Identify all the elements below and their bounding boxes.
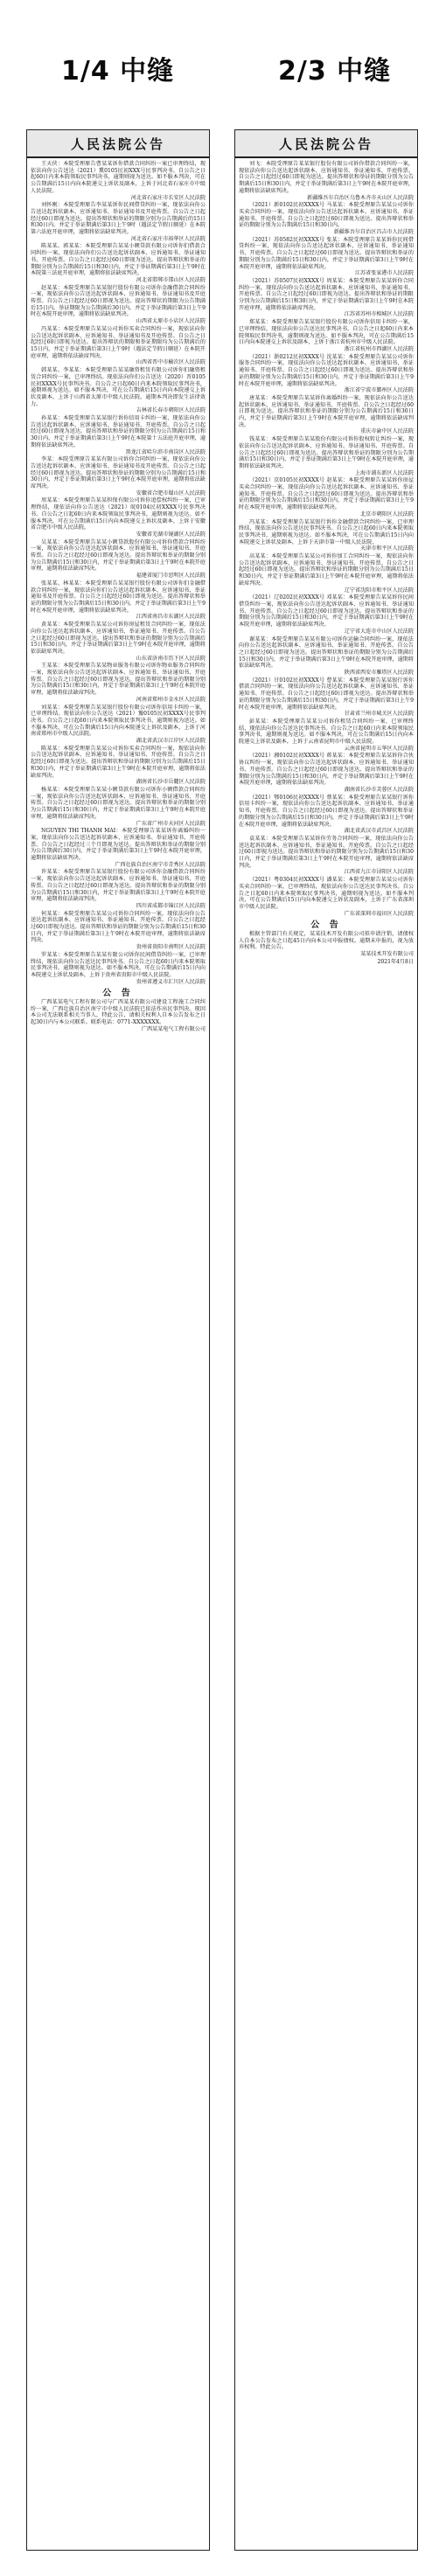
notice-text: 钱某某：本院受理原告某某股份有限公司诉你股权转让纠纷一案，现依法向你公告送达起诉状副本、应诉通知书、举证通知书、开庭传票。自公告之日起经过60日即视为送达。提出答辩状和举证的期限分别为公告期满后15日和30日内，并定于举证期满后第3日上午9时在本院开庭审理，逾期将依法缺席判决。 [239, 436, 414, 469]
notice-text: 唐某某：本院受理原告某某诉你离婚纠纷一案，现依法向你公告送达起诉状副本、应诉通知书、举证通知书、开庭传票。自公告之日起经过60日即视为送达。提出答辩状和举证的期限分别为公告期满后15日和30日内，并定于举证期满后第3日上午9时在本院开庭审理，逾期将依法缺席判决。 [239, 394, 414, 428]
court-signature: 湖南省长沙市岳麓区人民法院 [136, 779, 206, 786]
notice-text: （2021）鄂0106民初XXXX号 蔡某某：本院受理原告某某银行诉你信用卡纠纷一案，现依法向你公告送达起诉状副本、应诉通知书、举证通知书、开庭传票。自公告之日起经过60日即视为送达。提出答辩状和举证的期限分别为公告期满后15日和30日内，并定于举证期满后第3日上午9时在本院开庭审理，逾期将依法缺席判决。 [239, 794, 414, 828]
notice-text: 吴某某：本院受理原告某某小额贷款股份有限公司诉你借款合同纠纷一案，现依法向你公告送达起诉状副本、应诉通知书、举证通知书、开庭传票。自公告之日起经过60日即视为送达。提出答辩状和举证的期限分别为公告期满后15日和30日内，并定于举证期满后第3日上午9时在本院开庭审理，逾期将依法缺席判决。 [31, 538, 206, 573]
notice-text: 谢某某：本院受理原告某某有限公司诉你运输合同纠纷一案，现依法向你公告送达起诉状副本、应诉通知书、举证通知书、开庭传票。自公告之日起经过60日即视为送达。提出答辩状和举证的期限分别为公告期满后15日和30日内，并定于举证期满后第3日上午9时在本院开庭审理，逾期将依法缺席判决。 [239, 635, 414, 670]
notice-text: 袁某某：本院受理原告某某诉你劳务合同纠纷一案，现依法向你公告送达起诉状副本、应诉通知书、举证通知书、开庭传票。自公告之日起经过60日即视为送达。提出答辩状和举证的期限分别为公告期满后15日和30日内，并定于举证期满后第3日上午9时在本院开庭审理，逾期将依法缺席判决。 [239, 835, 414, 869]
court-signature: 吉林省长春市朝阳区人民法院 [136, 407, 206, 414]
notice-text: （2021）苏0582民初XXXX号 张某：本院受理原告某某诉你民间借贷纠纷一案，现依法向你公告送达起诉状副本、应诉通知书、举证通知书、开庭传票。自公告之日起经过60日即视为送达。提出答辩状和举证的期限分别为公告期满后15日和30日内，并定于举证期满后第3日上午9时在本院开庭审理，逾期将依法缺席判决。 [239, 236, 414, 270]
court-signature: 广东省广州市天河区人民法院 [136, 820, 206, 827]
court-signature: 河北省石家庄市长安区人民法院 [130, 194, 206, 201]
announcement-text: 广西某某电气工程有限公司与广西某某有限公司建设工程施工合同纠纷一案，广西壮族自治区南宁市中级人民法院已依法作出民事判决。现因本公司无法联系相关当事人，特此公告，请相关权利人自本公告发布之日起30日内与本公司联系。联系电话：0771-XXXXXXX。 [31, 999, 206, 1026]
notice-text: （2021）辽0202民初XXXX号 邓某某：本院受理原告某某诉你民间借贷纠纷一案，现依法向你公告送达起诉状副本、应诉通知书、举证通知书、开庭传票。自公告之日起经过60日即视为送达。提出答辩状和举证的期限分别为公告期满后15日和30日内，并定于举证期满后第3日上午9时在本院开庭审理，逾期将依法缺席判决。 [239, 594, 414, 628]
court-signature: 新疆维吾尔自治区昌吉市人民法院 [333, 229, 414, 236]
court-signature: 黑龙江省哈尔滨市南岗区人民法院 [125, 448, 206, 455]
notice-text: 何某某：本院受理原告某某公司诉你合同纠纷一案，现依法向你公告送达起诉状副本、应诉通知书、举证通知书、开庭传票。自公告之日起经过60日即视为送达。提出答辩状和举证的期限分别为公告期满后15日和30日内，并定于举证期满后第3日上午9时在本院开庭审理，逾期将依法缺席判决。 [31, 910, 206, 944]
court-signature: 广西壮族自治区南宁市青秀区人民法院 [115, 861, 206, 868]
court-signature: 四川省成都市锦江区人民法院 [136, 902, 206, 909]
notice-text: （2021）粤0304民初XXXX号 潘某某：本院受理原告某某公司诉你买卖合同纠纷一案，已审理终结，现依法向你公告送达民事判决书。自公告之日起60日内来本院领取民事判决书，逾期则视为送达。如不服本判决，可在公告期满后15日内向本院递交上诉状及副本，上诉于广东省深圳市中级人民法院。 [239, 877, 414, 910]
notice-text: 刘某某：本院受理原告某某银行股份有限公司诉你信用卡纠纷一案，已审理终结。现依法向你公告送达（2021）豫0105民初XXXX号民事判决书。自公告之日起60日内来本院领取民事判决书，逾期则视为送达。如不服本判决，可在公告期满后15日内向本院递交上诉状及副本，上诉于河南省郑州市中级人民法院。 [31, 704, 206, 738]
notice-text: （2021）甘0102民初XXXX号 曹某某：本院受理原告某某银行诉你借款合同纠纷一案，现依法向你公告送达起诉状副本、应诉通知书、举证通知书、开庭传票。自公告之日起经过60日即视为送达。提出答辩状和举证的期限分别为公告期满后15日和30日内，并定于举证期满后第3日上午9时在本院开庭审理，逾期将依法缺席判决。 [239, 677, 414, 711]
court-signature: 福建省厦门市思明区人民法院 [136, 573, 206, 580]
notice-text: 韩某某、李某某：本院受理原告某某融资租赁有限公司诉你们融资租赁合同纠纷一案，已审理终结。现依法向你们公告送达（2020）晋0105民初XXXX号民事判决书。自公告之日起60日内来本院领取民事判决书，逾期则视为送达。如不服本判决，可在公告期满后15日内向本院递交上诉状及副本，上诉于山西省太原市中级人民法院。逾期本判决即发生法律效力。 [31, 367, 206, 407]
left-column-body [27, 158, 209, 1033]
court-signature: 辽宁省沈阳市和平区人民法院 [344, 587, 414, 594]
gutter-label-right: 2/3 中缝 [278, 56, 392, 87]
notice-text: 黄某某：本院受理原告某某公司诉你房屋租赁合同纠纷一案，现依法向你公告送达起诉状副本、应诉通知书、举证通知书、开庭传票。自公告之日起经过60日即视为送达。提出答辩状和举证的期限分别为公告期满后15日和30日内，并定于举证期满后第3日上午9时在本院开庭审理，逾期将依法缺席判决。 [31, 621, 206, 655]
notice-text: 孙某某：本院受理原告某某银行诉你信用卡纠纷一案，现依法向你公告送达起诉状副本、应诉通知书、举证通知书、开庭传票。自公告之日起经过60日即视为送达。提出答辩状和举证的期限分别为公告期满后15日和30日内，并定于举证期满后第3日上午9时在本院第十五法庭开庭审理，逾期将依法缺席判决。 [31, 415, 206, 448]
gutter-label-left: 1/4 中缝 [61, 56, 175, 87]
court-signature: 新疆维吾尔自治区乌鲁木齐市天山区人民法院 [307, 194, 414, 201]
right-column-body [235, 158, 417, 966]
court-signature: 山西省太原市小店区人民法院 [136, 318, 206, 325]
left-column-title: 人民法院公告 [27, 130, 209, 158]
court-signature: 江苏省苏州市相城区人民法院 [344, 311, 414, 318]
court-signature: 广东省深圳市福田区人民法院 [344, 910, 414, 917]
notice-text: （2021）新0102民初XXXX号 马某某：本院受理原告某某公司诉你买卖合同纠纷一案，现依法向你公告送达起诉状副本、应诉通知书、举证通知书、开庭传票。自公告之日起经过60日即视为送达。提出答辩状和举证的期限分别为公告期满后15日和30日内。 [239, 202, 414, 229]
court-signature: 山西省晋中市榆次区人民法院 [136, 359, 206, 366]
court-signature: 重庆市渝中区人民法院 [360, 428, 414, 435]
court-signature: 湖南省长沙市芙蓉区人民法院 [344, 786, 414, 793]
court-signature: 江苏省张家港市人民法院 [354, 270, 414, 277]
notice-text: 刘怀刚：本院受理原告李某某诉你民间借贷纠纷一案，现依法向你公告送达起诉状副本、应诉通知书、举证通知书及开庭传票。自公告之日起经过60日即视为送达。提出答辩状和举证的期限分别为公告期满后的15日和30日内。并定于举证期满后第3日上午9时（遇法定节假日顺延）在本院第六法庭开庭审理，逾期将依法缺席判决。 [31, 202, 206, 236]
notice-text: 陈某某、郭某某：本院受理原告某某小额贷款有限公司诉你们借款合同纠纷一案，现依法向你们公告送达起诉状副本、应诉通知书、举证通知书、开庭传票。自公告之日起经过60日即视为送达。提出答辩状和举证的期限分别为公告期满后15日和30日内，并定于举证期满后第3日上午9时在本院第三法庭开庭审理，逾期将依法缺席判决。 [31, 243, 206, 277]
court-signature: 江西省九江市浔阳区人民法院 [344, 869, 414, 876]
notice-text: 张某某、林某某：本院受理原告某某银行股份有限公司诉你们金融借款合同纠纷一案，现依法向你们公告送达起诉状副本、应诉通知书、举证通知书及开庭传票。自公告之日起经过60日即视为送达。提出答辩状和举证的期限分别为公告期满后15日和30日内。并定于举证期满后第3日上午9时在本院开庭审理，逾期将依法缺席判决。 [31, 580, 206, 614]
announcement-date: 2021年4月8日 [377, 958, 414, 965]
notice-text: 高某某：本院受理原告某某公司诉你加工合同纠纷一案，现依法向你公告送达起诉状副本、应诉通知书、举证通知书、开庭传票。自公告之日起经过60日即视为送达。提出答辩状和举证的期限分别为公告期满后15日和30日内，并定于举证期满后第3日上午9时在本院开庭审理，逾期将依法缺席判决。 [239, 553, 414, 587]
notice-text: 冯某某：本院受理原告某某公司诉你买卖合同纠纷一案，现依法向你公告送达起诉状副本、应诉通知书、举证通知书及开庭传票。自公告之日起经过60日即视为送达。提出答辩状的期限和举证期限均为公告期满后的15日内，并定于举证期满后第3日上午9时（遇法定节假日顺延）在本院开庭审理，逾期将依法缺席判决。 [31, 325, 206, 359]
court-signature: 江西省南昌市东湖区人民法院 [136, 614, 206, 621]
announcement-title: 公 告 [310, 920, 342, 931]
court-signature: 安徽省芜湖市镜湖区人民法院 [136, 531, 206, 538]
notice-text: 许某某：本院受理原告某某银行股份有限公司诉你金融借款合同纠纷一案，现依法向你公告送达起诉状副本、应诉通知书、举证通知书、开庭传票。自公告之日起经过60日即视为送达。提出答辩状和举证的期限分别为公告期满后15日和30日内，并定于举证期满后第3日上午9时在本院开庭审理，逾期将依法缺席判决。 [31, 869, 206, 903]
court-signature: 河南省郑州市金水区人民法院 [136, 696, 206, 703]
court-signature: 山东省济南市历下区人民法院 [136, 655, 206, 662]
notice-text: （2021）苏0507民初XXXX号 周某某：本院受理原告某某诉你合同纠纷一案，现依法向你公告送达起诉状副本、应诉通知书、举证通知书、开庭传票。自公告之日起经过60日即视为送达。提出答辩状和举证的期限分别为公告期满后15日和30日内，并定于举证期满后第3日上午9时在本院开庭审理，逾期将依法缺席判决。 [239, 277, 414, 311]
notice-text: （2021）浙0212民初XXXX号 沈某某：本院受理原告某某公司诉你服务合同纠纷一案，现依法向你公告送达起诉状副本、应诉通知书、举证通知书、开庭传票。自公告之日起经过60日即视为送达。提出答辩状和举证的期限分别为公告期满后15日和30日内，并定于举证期满后第3日上午9时在本院开庭审理，逾期将依法缺席判决。 [239, 353, 414, 387]
notice-text: （2021）湘0102民初XXXX号 蒋某某：本院受理原告某某诉你合伙协议纠纷一案，现依法向你公告送达起诉状副本、应诉通知书、举证通知书、开庭传票。自公告之日起经过60日即视为送达。提出答辩状和举证的期限分别为公告期满后15日和30日内，并定于举证期满后第3日上午9时在本院开庭审理，逾期将依法缺席判决。 [239, 753, 414, 787]
notice-text: 杨某某：本院受理原告某某小额贷款有限公司诉你小额借款合同纠纷一案，现依法向你公告送达起诉状副本、应诉通知书、举证通知书、开庭传票。自公告之日起经过60日即视为送达。提出答辩状和举证的期限分别为公告期满后15日和30日内，并定于举证期满后第3日上午9时在本院开庭审理，逾期将依法缺席判决。 [31, 786, 206, 820]
court-signature: 甘肃省兰州市城关区人民法院 [344, 711, 414, 718]
court-signature: 北京市朝阳区人民法院 [360, 510, 414, 517]
notice-text: （2021）京0105民初XXXX号 赵某某：本院受理原告某某诉你房屋买卖合同纠纷一案，现依法向你公告送达起诉状副本、应诉通知书、举证通知书、开庭传票。自公告之日起经过60日即视为送达。提出答辩状和举证的期限分别为公告期满后15日和30日内，并定于举证期满后第3日上午9时在本院开庭审理，逾期将依法缺席判决。 [239, 477, 414, 511]
notice-text: 郑某某：本院受理原告某某银行股份有限公司诉你信用卡纠纷一案，已审理终结，现依法向你公告送达民事判决书。自公告之日起60日内来本院领取民事判决书，逾期则视为送达。如不服本判决，可在公告期满后15日内向本院递交上诉状及副本，上诉于浙江省杭州市中级人民法院。 [239, 319, 414, 346]
announcement-signature: 广西某某电气工程有限公司 [141, 1025, 206, 1032]
notice-text: 罗某某：本院受理原告某某有限公司诉你民间借贷纠纷一案，已审理终结，现依法向你公告送达民事判决书。自公告之日起60日内来本院领取民事判决书，逾期则视为送达。如不服本判决，可在公告期满后15日内向本院递交上诉状及副本，上诉于贵州省贵阳市中级人民法院。 [31, 951, 206, 978]
court-signature: 陕西省西安市雁塔区人民法院 [344, 670, 414, 677]
notice-text: 冯某某：本院受理原告某某银行诉你金融借款合同纠纷一案，已审理终结，现依法向你公告送达民事判决书。自公告之日起60日内来本院领取民事判决书，逾期则视为送达。如不服本判决，可在公告期满后15日内向本院递交上诉状及副本，上诉于天津市第一中级人民法院。 [239, 518, 414, 545]
court-signature: 浙江省杭州市西湖区人民法院 [344, 345, 414, 352]
notice-text: 陈某某：本院受理原告某某公司诉你买卖合同纠纷一案，现依法向你公告送达起诉状副本、应诉通知书、举证通知书、开庭传票。自公告之日起经过60日即视为送达。提出答辩状和举证的期限分别为公告期满后15日和30日内，并定于举证期满后第3日上午9时在本院开庭审理，逾期将依法缺席判决。 [31, 745, 206, 779]
court-signature: 安徽省合肥市蜀山区人民法院 [136, 490, 206, 496]
notice-text: 刘飞：本院受理原告某某银行股份有限公司诉你借款合同纠纷一案，现依法向你公告送达起诉状副本、应诉通知书、举证通知书、开庭传票。自公告之日起经过60日即视为送达。提出答辩状和举证的期限分别为公告期满后15日和30日内，并定于举证期满后第3日上午9时在本院开庭审理，逾期将依法缺席判决。 [239, 161, 414, 194]
court-signature: 湖北省武汉市武昌区人民法院 [344, 828, 414, 835]
court-signature: 河北省石家庄市裕华区人民法院 [130, 235, 206, 242]
left-notice-column [26, 129, 210, 2551]
announcement-text: 根据主管部门有关规定，某某技术开发有限公司拟申请注销，请债权人自本公告发布之日起45日内向本公司申报债权。逾期未申报的，视为放弃权利。特此公告。 [239, 931, 414, 951]
court-signature: 辽宁省大连市中山区人民法院 [344, 628, 414, 635]
notice-text: 王天侠：本院受理原告曹某某诉你借款合同纠纷一案已审理终结，现依法向你公告送达（2021）冀0105民初XXX号民事判决书。自公告之日起60日内来本院领取民事判决书，逾期则视为送达。如不服本判决，可在公告期满后15日内向本院递交上诉状及副本，上诉于河北省石家庄市中级人民法院。 [31, 161, 206, 194]
court-signature: 浙江省宁波市鄞州区人民法院 [344, 387, 414, 394]
court-signature: 贵州省遵义市汇川区人民法院 [136, 978, 206, 985]
court-signature: 天津市和平区人民法院 [360, 545, 414, 552]
notice-text: 李某：本院受理原告某某有限公司诉你合同纠纷一案，现依法向你公告送达起诉状副本、应诉通知书、举证通知书及开庭传票。自公告之日起经过60日即视为送达。提出答辩状和举证的期限分别为公告期满后15日和30日内，并定于举证期满后第3日上午9时在本院开庭审理，逾期将依法缺席判决。 [31, 456, 206, 490]
notice-text: 彭某某：本院受理原告某某公司诉你租赁合同纠纷一案，已审理终结，现依法向你公告送达民事判决书。自公告之日起60日内来本院领取民事判决书，逾期则视为送达。如不服本判决，可在公告期满后15日内向本院递交上诉状及副本，上诉于云南省昆明市中级人民法院。 [239, 718, 414, 746]
announcement-signature: 某某技术开发有限公司 [360, 951, 414, 958]
right-column-title: 人民法院公告 [235, 130, 417, 158]
court-signature: 湖北省武汉市江岸区人民法院 [136, 738, 206, 745]
notice-text: NGUYEN THI THANH MAI：本院受理原告某某诉你离婚纠纷一案，现依法向你公告送达起诉状副本、应诉通知书、举证通知书、开庭传票。自公告之日起经过三个月即视为送达。提出答辩状和举证的期限分别为公告期满后30日内，并定于举证期满后第3日上午9时在本院开庭审理，逾期将依法缺席判决。 [31, 828, 206, 862]
court-signature: 河北省邯郸市邯山区人民法院 [136, 276, 206, 283]
court-signature: 贵州省贵阳市南明区人民法院 [136, 944, 206, 951]
notice-text: 王某某：本院受理原告某某物业服务有限公司诉你物业服务合同纠纷一案，现依法向你公告送达起诉状副本、应诉通知书、举证通知书、开庭传票。自公告之日起经过60日即视为送达。提出答辩状和举证的期限分别为公告期满后15日和30日内，并定于举证期满后第3日上午9时在本院开庭审理，逾期将依法缺席判决。 [31, 663, 206, 697]
notice-text: 赵某某：本院受理原告某某银行股份有限公司诉你金融借款合同纠纷一案，现依法向你公告送达起诉状副本、应诉通知书、举证通知书及开庭传票。自公告之日起经过60日即视为送达。提出答辩状的期限为公告期满后15日内，举证期限为公告期满后30日内。并定于举证期满后第3日上午9时在本院开庭审理，逾期将依法缺席判决。 [31, 284, 206, 318]
court-signature: 云南省昆明市五华区人民法院 [344, 745, 414, 752]
right-notice-column [234, 129, 418, 2551]
notice-text: 周某某：本院受理原告某某担保有限公司诉你追偿权纠纷一案，已审理终结，现依法向你公告送达（2021）皖0104民初XXXX号民事判决书。自公告之日起60日内来本院领取民事判决书，逾期则视为送达。如不服本判决，可在公告期满后15日内向本院递交上诉状及副本，上诉于安徽省合肥市中级人民法院。 [31, 497, 206, 531]
announcement-title: 公 告 [102, 989, 134, 999]
court-signature: 上海市浦东新区人民法院 [354, 469, 414, 476]
